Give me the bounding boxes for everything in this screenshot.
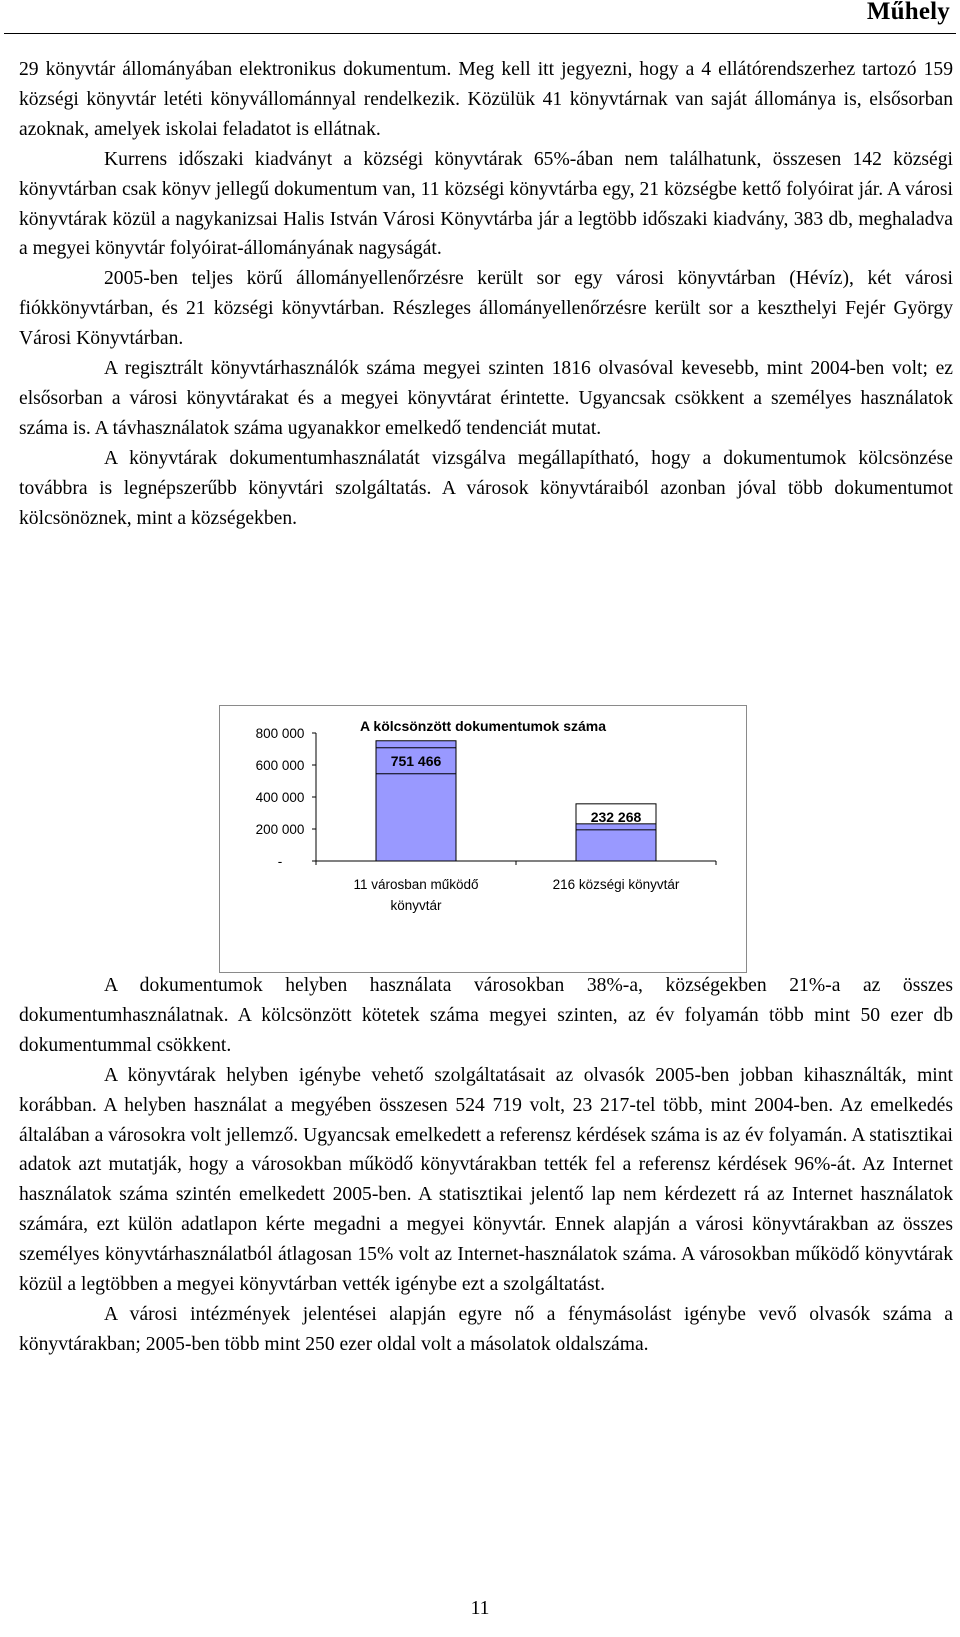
paragraph: A dokumentumok helyben használata városokban 38%-a, községekben 21%-a az összes dokumentumhasználatnak. A kölcsönzött kötetek száma megyei szinten, az év folyamán több mint 50 ezer db dokumentummal csökkent. [19, 975, 953, 1056]
paragraph: A városi intézmények jelentései alapján egyre nő a fénymásolást igénybe vevő olvasók száma a könyvtárakban; 2005-ben több mint 250 ezer oldal volt a másolatok oldalszáma. [19, 1303, 953, 1355]
body-text-bottom [19, 971, 953, 1360]
paragraph: 2005-ben teljes körű állományellenőrzésre került sor egy városi könyvtárban (Hévíz), két városi fiókkönyvtárban, és 21 községi könyvtárban. Részleges állományellenőrzésre került sor a keszthelyi Fejér György Városi Könyvtárban. [19, 268, 953, 350]
category-label: könyvtár [390, 898, 442, 913]
paragraph: 29 könyvtár állományában elektronikus dokumentum. Meg kell itt jegyezni, hogy a 4 ellátórendszerhez tartozó 159 községi könyvtár letéti könyvállománnyal rendelkezik. Közülük 41 könyvtárnak van saját állománya is, elsősorban azoknak, amelyek iskolai feladatot is ellátnak. [19, 59, 953, 140]
loan-chart [219, 705, 747, 973]
header-rule [4, 33, 956, 34]
data-label: 232 268 [590, 808, 642, 825]
page-header [0, 0, 960, 34]
y-tick-label: 800 000 [255, 726, 305, 741]
paragraph: A könyvtárak dokumentumhasználatát vizsgálva megállapítható, hogy a dokumentumok kölcsönzése továbbra is legnépszerűbb könyvtári szolgáltatás. A városok könyvtáraiból azonban jóval több dokumentumot kölcsönöznek, mint a községekben. [19, 447, 953, 529]
page-number: 11 [470, 1598, 490, 1619]
y-tick-label: 200 000 [255, 822, 305, 837]
y-tick-label: 400 000 [255, 790, 305, 805]
data-label: 751 466 [390, 752, 442, 769]
chart-title: A kölcsönzött dokumentumok száma [359, 718, 607, 734]
paragraph: Kurrens időszaki kiadványt a községi könyvtárak 65%-ában nem találhatunk, összesen 142 községi könyvtárban csak könyv jellegű dokumentum van, 11 községi könyvtárba egy, 21 községbe kettő folyóirat jár. A városi könyvtárak közül a nagykanizsai Halis István Városi Könyvtárba jár a legtöbb időszaki kiadvány, 383 db, meghaladva a megyei könyvtár folyóirat-állományának nagyságát. [19, 148, 953, 260]
category-label: 216 községi könyvtár [552, 877, 680, 892]
body-text-top [19, 55, 953, 534]
paragraph: A könyvtárak helyben igénybe vehető szolgáltatásait az olvasók 2005-ben jobban kihasználták, mint korábban. A helyben használat a megyében összesen 524 719 volt, 23 217-tel több, mint 2004-ben. Az emelkedés általában a városokra volt jellemző. Ugyancsak emelkedett a referensz kérdések száma is az év folyamán. A statisztikai adatok azt mutatják, hogy a városokban működő könyvtárakban tették fel a referensz kérdések 96%-át. Az Internet használatok száma szintén emelkedett 2005-ben. A statisztikai jelentő lap nem kérdezett rá az Internet használatok számára, ezt külön adatlapon kérte megadni a megyei könyvtár. Ennek alapján a városi könyvtárakban az összes személyes könyvtárhasználatból átlagosan 15% volt az Internet-használatok száma. A városokban működő könyvtárak közül a legtöbben a megyei könyvtárban vették igénybe ezt a szolgáltatást. [19, 1064, 953, 1296]
y-tick-label: 600 000 [255, 758, 305, 773]
chart-svg [220, 706, 746, 972]
paragraph: A regisztrált könyvtárhasználók száma megyei szinten 1816 olvasóval kevesebb, mint 2004-ben volt; ez elsősorban a városi könyvtárakat és a megyei könyvtárat érintette. Ugyancsak csökkent a személyes használatok száma is. A távhasználatok száma ugyanakkor emelkedő tendenciát mutat. [19, 358, 953, 439]
header-title: Műhely [866, 0, 950, 25]
category-label: 11 városban működő [353, 877, 479, 892]
y-tick-label: - [277, 854, 283, 869]
